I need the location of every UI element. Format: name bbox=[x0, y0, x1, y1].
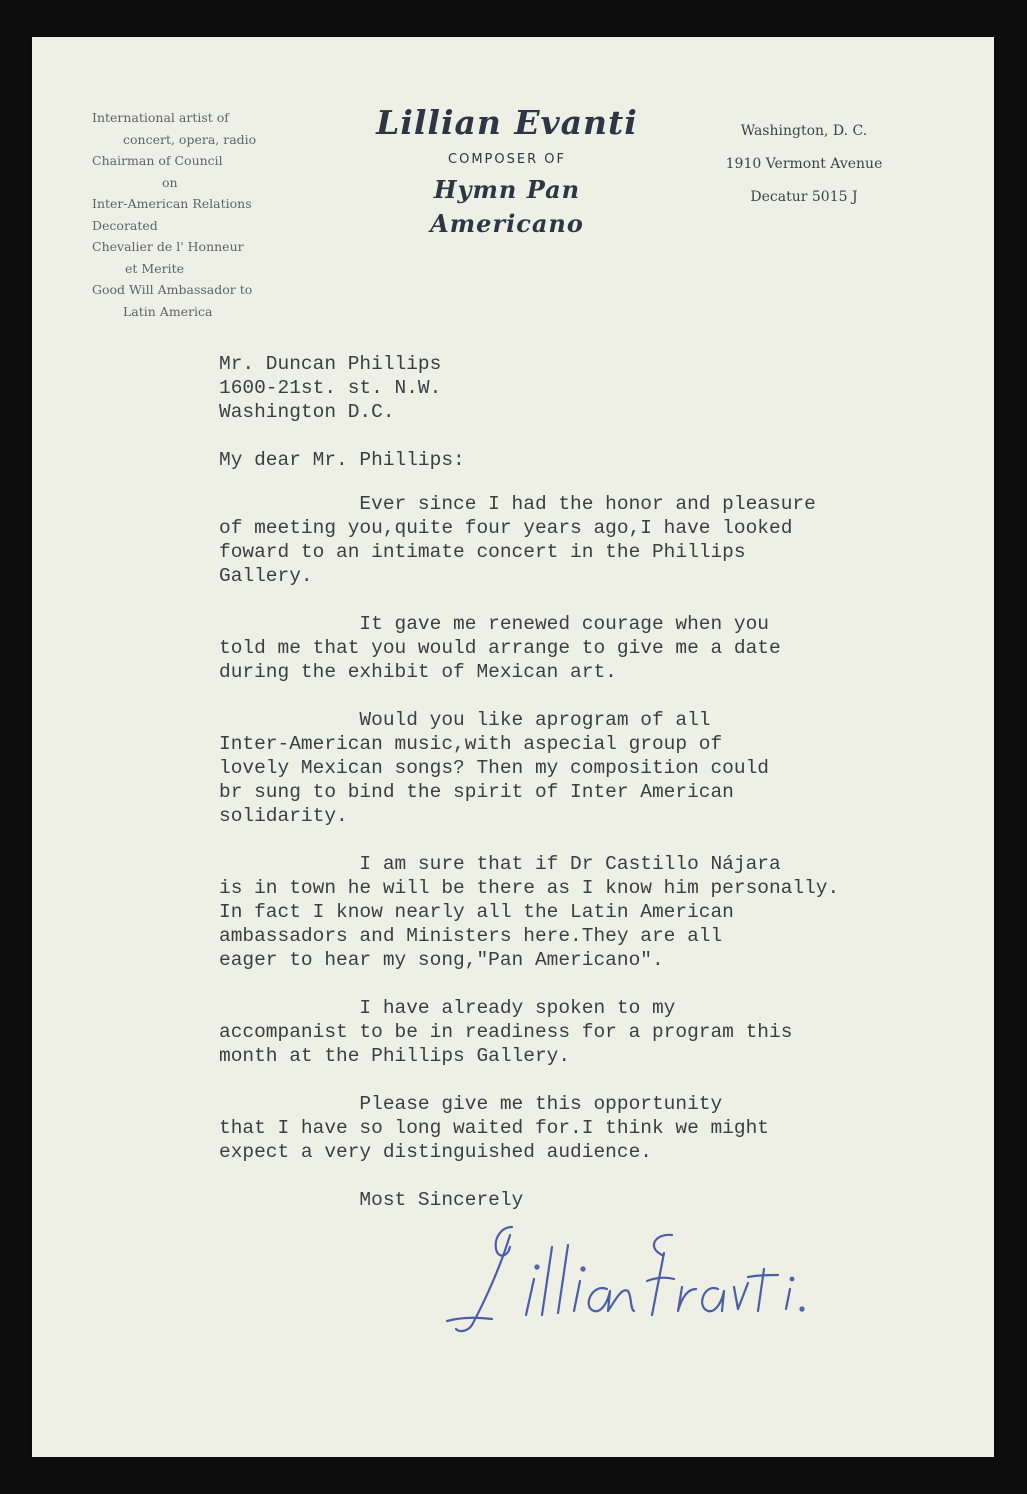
paragraph bbox=[219, 708, 989, 828]
address-phone: Decatur 5015 J bbox=[750, 189, 858, 205]
credential-line: et Merite bbox=[125, 260, 184, 276]
letter-body bbox=[219, 352, 989, 1212]
salutation: My dear Mr. Phillips: bbox=[219, 449, 465, 471]
paragraph-line: month at the Phillips Gallery. bbox=[219, 1045, 571, 1067]
paragraph-line: solidarity. bbox=[219, 805, 348, 827]
credential-line: on bbox=[162, 174, 178, 190]
paragraph bbox=[219, 852, 989, 972]
paragraph-line: In fact I know nearly all the Latin American bbox=[219, 901, 734, 923]
credential-line: Chairman of Council bbox=[92, 153, 223, 168]
credential-line: Chevalier de l' Honneur bbox=[92, 239, 244, 254]
recipient-line: Mr. Duncan Phillips bbox=[219, 353, 442, 375]
handwritten-signature bbox=[442, 1217, 822, 1337]
credential-line: Inter-American Relations bbox=[92, 196, 252, 211]
paragraph-line: eager to hear my song,"Pan Americano". bbox=[219, 949, 664, 971]
letterhead-composer-of: COMPOSER OF bbox=[448, 152, 566, 167]
paragraph-line: Please give me this opportunity bbox=[219, 1093, 723, 1115]
letter-page bbox=[32, 37, 994, 1457]
credential-line: Good Will Ambassador to bbox=[92, 282, 253, 297]
paragraph-line: I have already spoken to my bbox=[219, 997, 676, 1019]
paragraph-line: br sung to bind the spirit of Inter American bbox=[219, 781, 734, 803]
paragraph-line: Ever since I had the honor and pleasure bbox=[219, 493, 816, 515]
letterhead-name: Lillian Evanti bbox=[376, 103, 638, 142]
credential-line: International artist of bbox=[92, 110, 229, 125]
paragraph-line: is in town he will be there as I know him personally. bbox=[219, 877, 840, 899]
paragraph-line: I am sure that if Dr Castillo Nájara bbox=[219, 853, 781, 875]
recipient-line: 1600-21st. st. N.W. bbox=[219, 377, 442, 399]
signature-drawing bbox=[442, 1217, 822, 1337]
paragraph-line: foward to an intimate concert in the Phillips bbox=[219, 541, 746, 563]
letterhead-hymn: Hymn Pan Americano bbox=[430, 175, 584, 238]
paragraph bbox=[219, 492, 989, 588]
paragraph-line: told me that you would arrange to give me a date bbox=[219, 637, 781, 659]
closing: Most Sincerely bbox=[219, 1189, 524, 1211]
paragraph bbox=[219, 1092, 989, 1164]
address-city: Washington, D. C. bbox=[740, 123, 868, 139]
paragraph-line: Would you like aprogram of all bbox=[219, 709, 711, 731]
letterhead-address bbox=[704, 115, 904, 214]
paragraph-line: that I have so long waited for.I think we might bbox=[219, 1117, 769, 1139]
paragraph-line: It gave me renewed courage when you bbox=[219, 613, 769, 635]
paragraph-line: Gallery. bbox=[219, 565, 313, 587]
letterhead-title bbox=[362, 103, 652, 241]
recipient-line: Washington D.C. bbox=[219, 401, 395, 423]
paragraph bbox=[219, 612, 989, 684]
paragraph-line: of meeting you,quite four years ago,I have looked bbox=[219, 517, 793, 539]
paragraph bbox=[219, 996, 989, 1068]
address-street: 1910 Vermont Avenue bbox=[725, 156, 883, 172]
recipient-block bbox=[219, 352, 989, 424]
letterhead-credentials bbox=[92, 107, 322, 322]
paragraph-line: Inter-American music,with aspecial group of bbox=[219, 733, 723, 755]
credential-line: Decorated bbox=[92, 217, 158, 233]
paragraph-line: ambassadors and Ministers here.They are all bbox=[219, 925, 723, 947]
paragraph-line: expect a very distinguished audience. bbox=[219, 1141, 652, 1163]
paragraph-line: accompanist to be in readiness for a program this bbox=[219, 1021, 793, 1043]
paragraph-line: lovely Mexican songs? Then my composition could bbox=[219, 757, 769, 779]
credential-line: Latin America bbox=[123, 303, 213, 319]
credential-line: concert, opera, radio bbox=[123, 131, 257, 147]
paragraph-line: during the exhibit of Mexican art. bbox=[219, 661, 617, 683]
